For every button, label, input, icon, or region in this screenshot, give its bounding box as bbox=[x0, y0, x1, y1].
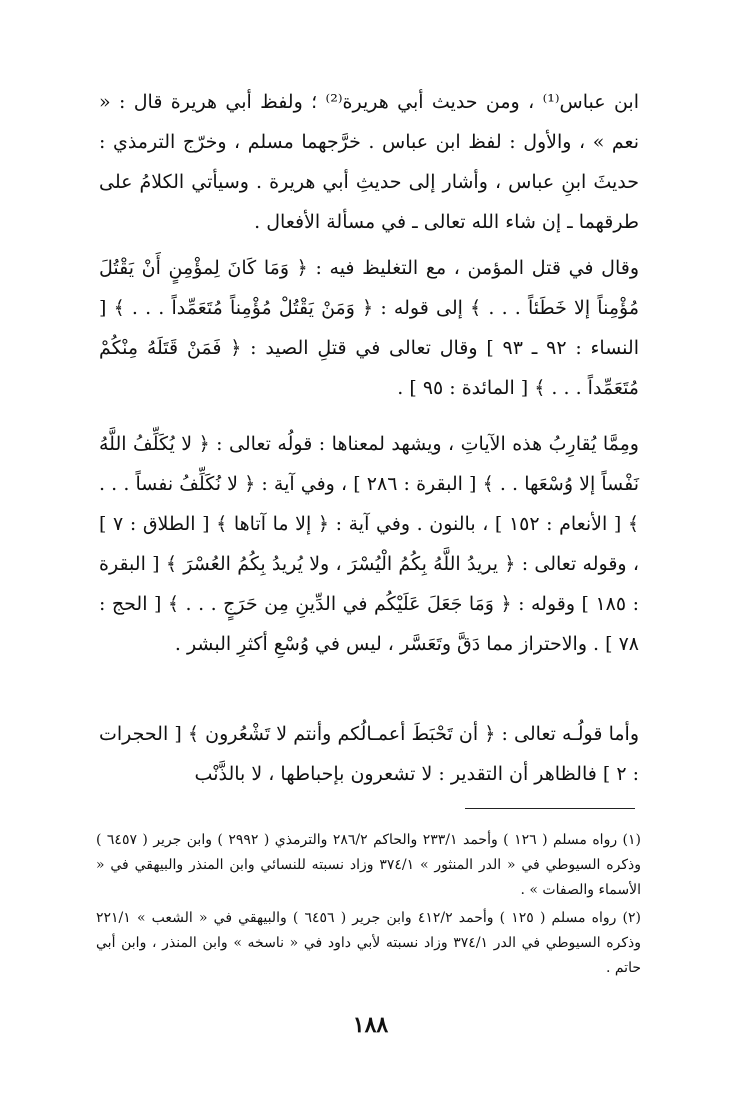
footnote-divider bbox=[465, 808, 635, 809]
paragraph-text: ومِمَّا يُقارِبُ هذه الآياتِ ، ويشهد لمعناها : قولُه تعالى : ﴿ لا يُكَلِّفُ اللَّهُ نَفْساً إلا وُسْعَها . . ﴾ [ البقرة : ٢٨٦ ] ، وفي آية : ﴿ لا نُكَلِّفُ نفساً . . . ﴾ [ الأنعام : ١٥٢ ] ، بالنون . وفي آية : ﴿ إلا ما آتاها ﴾ [ الطلاق : ٧ ] ، وقوله تعالى : ﴿ يريدُ اللَّهُ بِكُمُ الْيُسْرَ ، ولا يُريدُ بِكُمُ العُسْرَ ﴾ [ البقرة : ١٨٥ ] وقوله : ﴿ وَمَا جَعَلَ عَلَيْكُم في الدِّينِ مِن حَرَجٍ . . . ﴾ [ الحج : ٧٨ ] . والاحتراز مما دَقَّ وتَعَسَّر ، ليس في وُسْعِ أكثرِ البشر . bbox=[99, 433, 640, 655]
body-paragraph-1 bbox=[99, 82, 639, 242]
page-number: ١٨٨ bbox=[352, 1012, 389, 1038]
footnote-2: (٢) رواه مسلم ( ١٢٥ ) وأحمد ٤١٢/٢ وابن جرير ( ٦٤٥٦ ) والبيهقي في « الشعب » ٢٢١/١ وذكره السيوطي في الدر ٣٧٤/١ وزاد نسبته لأبي داود في « ناسخه » وابن المنذر ، وابن أبي حاتم . bbox=[96, 910, 642, 976]
paragraph-text: وقال في قتل المؤمن ، مع التغليظ فيه : ﴿ وَمَا كَانَ لِمؤْمِنٍ أَنْ يَقْتُلَ مُؤْمِناً إلا خَطَئاً . . . ﴾ إلى قوله : ﴿ وَمَنْ يَقْتُلْ مُؤْمِناً مُتَعَمِّداً . . . ﴾ [ النساء : ٩٢ ـ ٩٣ ] وقال تعالى في قتلِ الصيد : ﴿ فَمَنْ قَتَلَهُ مِنْكُمْ مُتَعَمِّداً . . . ﴾ [ المائدة : ٩٥ ] . bbox=[99, 257, 639, 399]
paragraph-text: وأما قولُـه تعالى : ﴿ أن تَحْبَطَ أعمـالُكم وأنتم لا تَشْعُرون ﴾ [ الحجرات : ٢ ] فالظاهر أن التقدير : لا تشعرون بإحباطها ، لا بالذَّنْب bbox=[99, 723, 639, 785]
footnotes bbox=[96, 828, 641, 984]
body-paragraph-2 bbox=[99, 248, 639, 408]
paragraph-text: ابن عباس⁽¹⁾ ، ومن حديث أبي هريرة⁽²⁾ ؛ ولفظ أبي هريرة قال : « نعم » ، والأول : لفظ ابن عباس . خرَّجهما مسلم ، وخرّج الترمذي : حديثَ ابنِ عباس ، وأشار إلى حديثِ أبي هريرة . وسيأتي الكلامُ على طرقهما ـ إن شاء الله تعالى ـ في مسألة الأفعال . bbox=[99, 91, 639, 233]
footnote-1: (١) رواه مسلم ( ١٢٦ ) وأحمد ٢٣٣/١ والحاكم ٢٨٦/٢ والترمذي ( ٢٩٩٢ ) وابن جرير ( ٦٤٥٧ ) وذكره السيوطي في « الدر المنثور » ٣٧٤/١ وزاد نسبته للنسائي وابن المنذر والبيهقي في « الأسماء والصفات » . bbox=[96, 832, 641, 898]
body-paragraph-3 bbox=[99, 424, 639, 664]
body-paragraph-4 bbox=[99, 714, 639, 794]
